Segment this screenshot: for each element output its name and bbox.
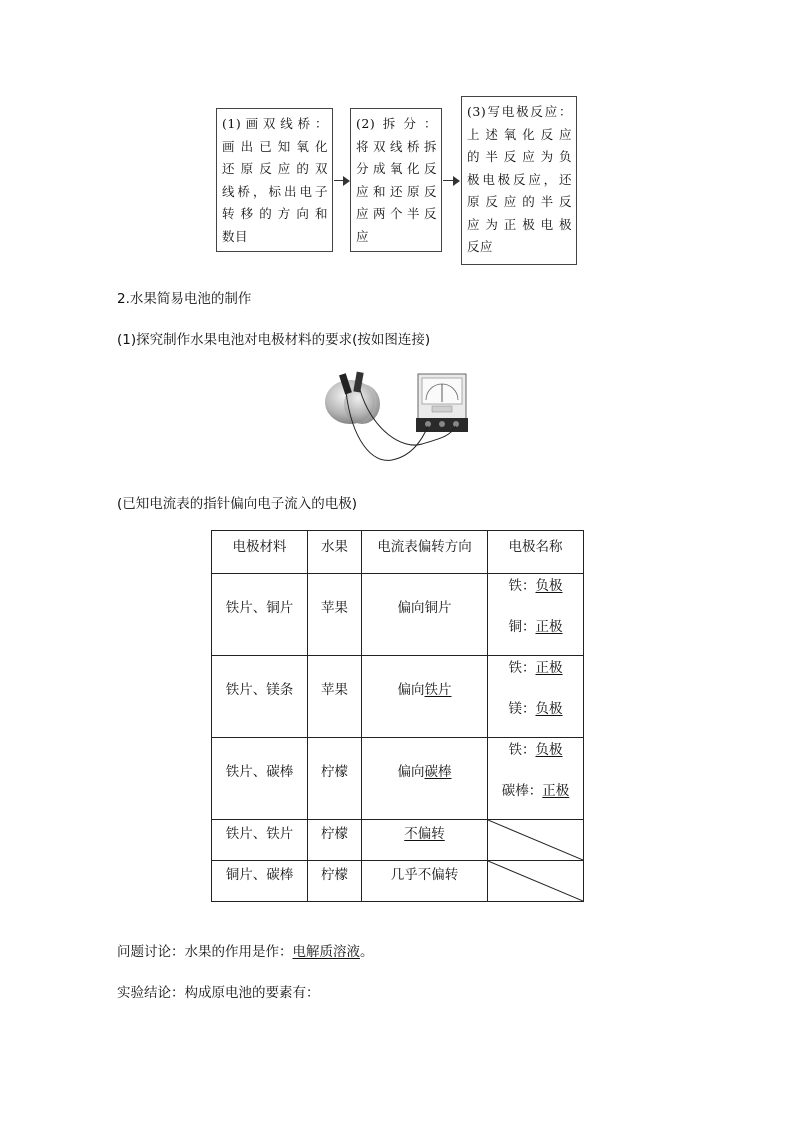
flow-arrow-2: [443, 176, 461, 186]
flow-step-3-line: 的半反应为负: [467, 149, 572, 164]
ammeter-note: (已知电流表的指针偏向电子流入的电极): [117, 496, 358, 512]
fruit-cell: 柠檬: [308, 861, 362, 902]
flow-step-1-line: (1)画双线桥：: [222, 116, 328, 131]
electrode-name-cell: 铁：负极 铜：正极: [488, 574, 584, 656]
flow-step-3-line: (3)写电极反应：: [467, 104, 572, 119]
table-row: [212, 574, 584, 656]
material-cell: 铁片、碳棒: [212, 738, 308, 820]
flow-step-3-box: [461, 96, 577, 265]
material-cell: 铁片、铁片: [212, 820, 308, 861]
material-cell: 铁片、铜片: [212, 574, 308, 656]
table-header-cell: 电极名称: [488, 531, 584, 574]
experiment-results-table: [211, 530, 584, 902]
material-cell: 铁片、镁条: [212, 656, 308, 738]
section-heading: 2.水果简易电池的制作: [117, 291, 252, 307]
flow-step-1-line: 转移的方向和: [222, 206, 328, 221]
fruit-cell: 柠檬: [308, 738, 362, 820]
direction-cell: 偏向碳棒: [362, 738, 488, 820]
direction-cell: 几乎不偏转: [362, 861, 488, 902]
fruit-cell: 苹果: [308, 656, 362, 738]
flow-arrow-1: [334, 176, 350, 186]
empty-diagonal-cell: [488, 820, 584, 861]
apple-icon: [325, 380, 380, 424]
flow-step-2-line: 应: [356, 228, 370, 244]
table-row: [212, 861, 584, 902]
material-cell: 铜片、碳棒: [212, 861, 308, 902]
flow-step-3-line: 原反应的半反: [467, 194, 572, 209]
flow-step-2-line: 应和还原反: [356, 183, 437, 199]
electrode-name-cell: 铁：正极 镁：负极: [488, 656, 584, 738]
table-header-row: [212, 531, 584, 574]
flow-step-2-line: 应两个半反: [356, 206, 437, 221]
flow-step-3-line: 极电极反应，还: [467, 171, 572, 187]
table-header-cell: 电流表偏转方向: [362, 531, 488, 574]
table-row: [212, 820, 584, 861]
table-header-cell: 水果: [308, 531, 362, 574]
direction-cell: 偏向铁片: [362, 656, 488, 738]
ammeter-icon: [416, 374, 468, 432]
flow-step-2-line: (2)拆分：: [356, 116, 437, 131]
fruit-cell: 苹果: [308, 574, 362, 656]
table-header-cell: 电极材料: [212, 531, 308, 574]
empty-diagonal-cell: [488, 861, 584, 902]
flow-step-3-line: 反应: [467, 239, 494, 254]
flow-step-2-line: 将双线桥拆: [356, 138, 437, 154]
flow-step-1-line: 数目: [222, 228, 249, 244]
conclusion-line: 实验结论：构成原电池的要素有：: [117, 985, 320, 1001]
flow-step-1-box: [216, 108, 333, 252]
flow-step-1-line: 画出已知氧化: [222, 138, 328, 154]
flow-step-2-line: 分成氧化反: [356, 161, 437, 176]
direction-cell: 偏向铜片: [362, 574, 488, 656]
section-subheading: (1)探究制作水果电池对电极材料的要求(按如图连接): [117, 332, 431, 348]
flow-step-1-line: 还原反应的双: [222, 161, 328, 176]
flow-step-2-box: [350, 108, 442, 252]
table-row: [212, 738, 584, 820]
discussion-line: 问题讨论：水果的作用是作：电解质溶液。: [117, 944, 374, 960]
flow-step-3-line: 上述氧化反应: [467, 126, 572, 142]
flow-step-3-line: 应为正极电极: [467, 216, 572, 232]
electrode-name-cell: 铁：负极 碳棒：正极: [488, 738, 584, 820]
fruit-battery-apparatus-illustration: [322, 360, 472, 470]
fruit-cell: 柠檬: [308, 820, 362, 861]
table-row: [212, 656, 584, 738]
direction-cell: 不偏转: [362, 820, 488, 861]
flow-step-1-line: 线桥，标出电子: [222, 183, 328, 199]
